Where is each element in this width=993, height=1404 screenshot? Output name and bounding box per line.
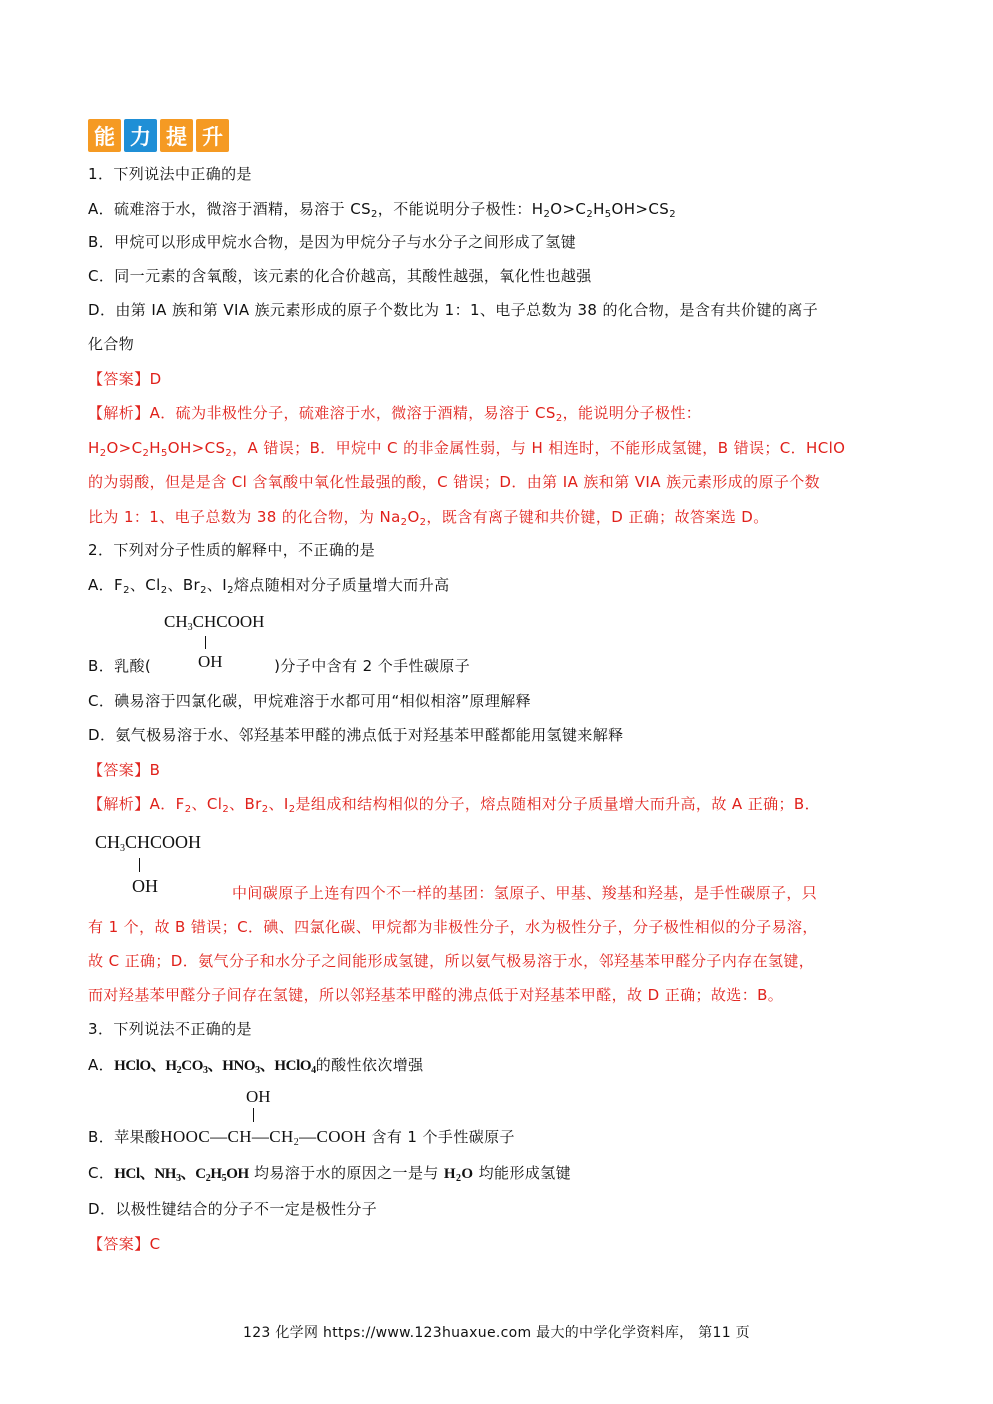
malic-bond-line — [253, 1108, 254, 1122]
q2-option-b: B．乳酸( )分子中含有 2 个手性碳原子 — [88, 657, 471, 675]
q1-analysis-line2: $H_2O>C_2H_5OH>CS_2$，A 错误；B．甲烷中 C 的非金属性弱，与 H 相连时，不能形成氢键，B 错误；C．HClO — [88, 439, 846, 459]
q2-analysis-line2: 中间碳原子上连有四个不一样的基团：氢原子、甲基、羧基和羟基，是手性碳原子，只 — [232, 884, 818, 902]
bond-line — [205, 636, 206, 649]
badge-char-2: 力 — [124, 119, 157, 152]
q1-option-a: A．硫难溶于水，微溶于酒精，易溶于 $CS_2$，不能说明分子极性：$H_2O>C_2H_5OH>CS_2$ — [88, 200, 676, 220]
q1-option-d-line2: 化合物 — [88, 335, 135, 353]
q2-option-d: D．氨气极易溶于水、邻羟基苯甲醛的沸点低于对羟基苯甲醛都能用氢键来解释 — [88, 726, 624, 744]
q3-option-d: D．以极性键结合的分子不一定是极性分子 — [88, 1200, 378, 1218]
analysis-bond-line — [139, 858, 140, 872]
q1-option-c: C．同一元素的含氧酸，该元素的化合价越高，其酸性越强，氧化性也越强 — [88, 267, 592, 285]
q2-option-c: C．碘易溶于四氯化碳，甲烷难溶于水都可用“相似相溶”原理解释 — [88, 692, 532, 710]
q1-option-d-line1: D．由第 IA 族和第 VIA 族元素形成的原子个数比为 1：1、电子总数为 38 的化合物，是含有共价键的离子 — [88, 301, 819, 319]
q1-answer: 【答案】D — [88, 370, 162, 388]
section-badge — [88, 119, 229, 152]
q2-analysis-line4: 故 C 正确；D．氨气分子和水分子之间能形成氢键，所以氨气极易溶于水，邻羟基苯甲醛分子内存在氢键， — [88, 952, 815, 970]
q1-analysis-line3: 的为弱酸，但是是含 Cl 含氧酸中氧化性最强的酸，C 错误；D．由第 IA 族和第 VIA 族元素形成的原子个数 — [88, 473, 821, 491]
badge-char-3: 提 — [160, 119, 193, 152]
q2-analysis-line5: 而对羟基苯甲醛分子间存在氢键，所以邻羟基苯甲醛的沸点低于对羟基苯甲醛，故 D 正确；故选：B。 — [88, 986, 784, 1004]
page-footer: 123 化学网 https://www.123huaxue.com 最大的中学化学资料库， 第11 页 — [243, 1325, 750, 1341]
q3-option-c: C．HCl、$NH_3$、$C_2H_5OH$ 均易溶于水的原因之一是与 $H_2O$ 均能形成氢键 — [88, 1164, 572, 1184]
q3-option-b: B．苹果酸$HOOC—CH—CH_2—COOH$ 含有 1 个手性碳原子 — [88, 1127, 515, 1148]
q2-option-a: A．$F_2$、$Cl_2$、$Br_2$、$I_2$熔点随相对分子质量增大而升高 — [88, 576, 450, 596]
lactic-acid-oh: OH — [198, 652, 223, 671]
q3-answer: 【答案】C — [88, 1235, 161, 1253]
malic-acid-oh: OH — [246, 1087, 271, 1106]
q2-analysis-line3: 有 1 个，故 B 错误；C．碘、四氯化碳、甲烷都为非极性分子，水为极性分子，分子极性相似的分子易溶， — [88, 918, 818, 936]
analysis-lactic-structure: $CH_3CHCOOH$ — [95, 832, 202, 854]
q2-answer: 【答案】B — [88, 761, 161, 779]
q1-analysis-line1: 【解析】A．硫为非极性分子，硫难溶于水，微溶于酒精，易溶于 $CS_2$，能说明分子极性： — [88, 404, 702, 424]
q2-stem: 2．下列对分子性质的解释中，不正确的是 — [88, 541, 376, 559]
q1-option-b: B．甲烷可以形成甲烷水合物，是因为甲烷分子与水分子之间形成了氢键 — [88, 233, 577, 251]
badge-char-1: 能 — [88, 119, 121, 152]
badge-char-4: 升 — [196, 119, 229, 152]
q1-analysis-line4: 比为 1：1、电子总数为 38 的化合物，为 $Na_2O_2$，既含有离子键和共价键，D 正确；故答案选 D。 — [88, 508, 769, 528]
q3-option-a: A．HClO、$H_2CO_3$、$HNO_3$、HClO$_4$的酸性依次增强 — [88, 1056, 424, 1076]
lactic-acid-structure: $CH_3CHCOOH$ — [164, 612, 265, 633]
analysis-lactic-oh: OH — [132, 876, 158, 896]
q2-analysis-line1: 【解析】A．$F_2$、$Cl_2$、$Br_2$、$I_2$是组成和结构相似的分子，熔点随相对分子质量增大而升高，故 A 正确；B． — [88, 795, 821, 815]
q3-stem: 3．下列说法不正确的是 — [88, 1020, 252, 1038]
q1-stem: 1．下列说法中正确的是 — [88, 165, 252, 183]
